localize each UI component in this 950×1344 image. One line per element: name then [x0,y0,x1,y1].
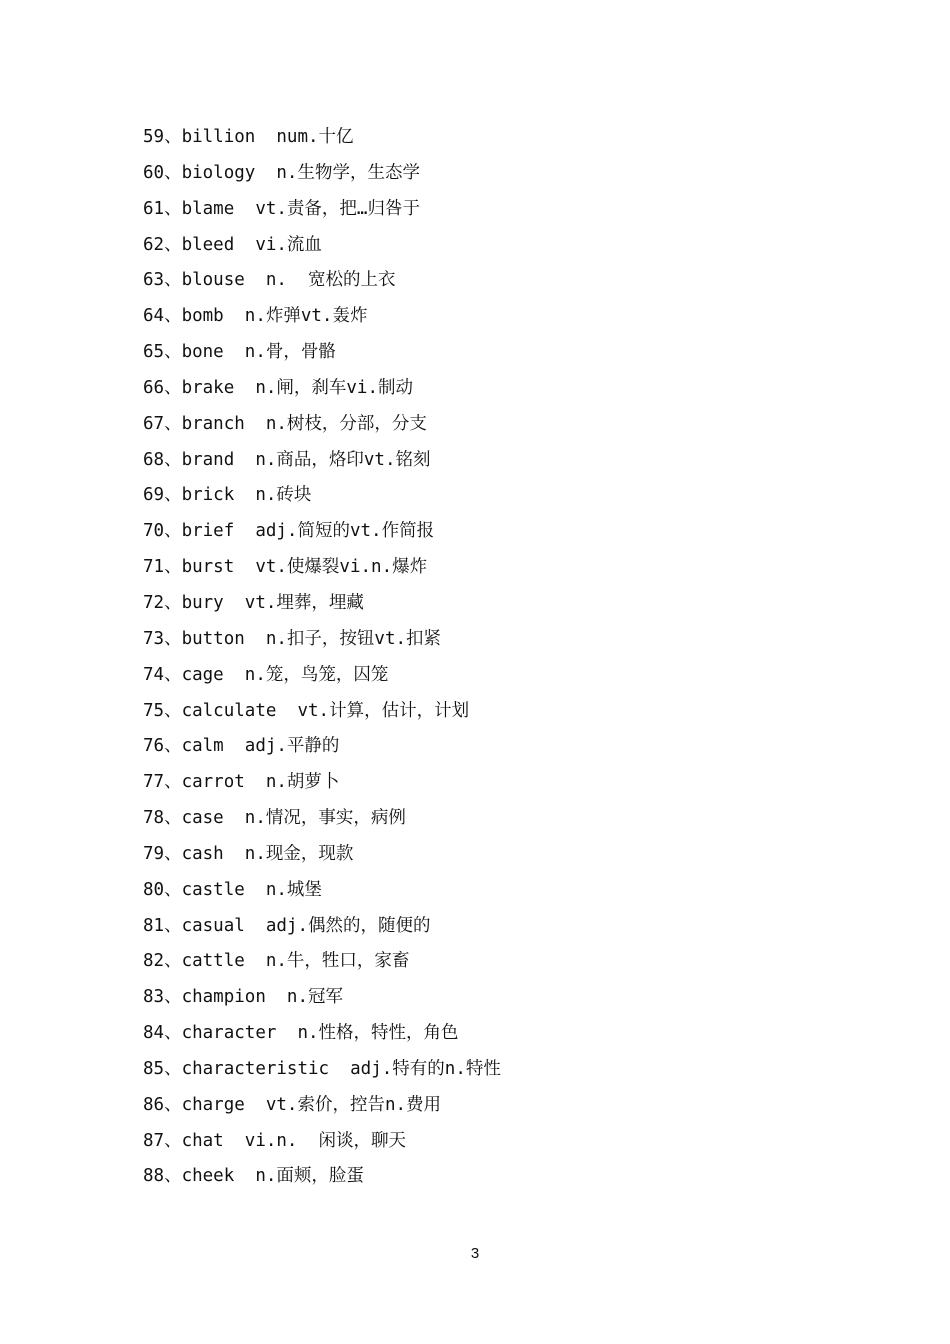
vocab-entry: 78、case n.情况，事实，病例 [143,808,406,829]
vocab-entry: 86、charge vt.索价，控告n.费用 [143,1094,442,1115]
vocab-entry: 80、castle n.城堡 [143,879,322,900]
vocab-entry: 67、branch n.树枝，分部，分支 [143,413,427,434]
vocab-entry: 63、blouse n. 宽松的上衣 [143,270,396,291]
vocab-entry: 61、blame vt.责备，把…归咎于 [143,198,420,219]
vocab-entry: 84、character n.性格，特性，角色 [143,1023,459,1044]
vocab-entry: 60、biology n.生物学，生态学 [143,162,420,183]
vocab-entry: 64、bomb n.炸弹vt.轰炸 [143,306,368,327]
vocab-entry: 70、brief adj.简短的vt.作简报 [143,521,435,542]
vocab-entry: 83、champion n.冠军 [143,987,344,1008]
vocab-entry: 68、brand n.商品，烙印vt.铭刻 [143,449,431,470]
vocab-entry: 75、calculate vt.计算，估计，计划 [143,700,470,721]
vocab-entry: 62、bleed vi.流血 [143,234,322,255]
vocab-entry: 74、cage n.笼，鸟笼，囚笼 [143,664,389,685]
vocab-entry: 59、billion num.十亿 [143,127,354,147]
vocab-entry: 66、brake n.闸，刹车vi.制动 [143,377,414,398]
vocab-entry: 81、casual adj.偶然的，随便的 [143,915,431,936]
vocab-entry: 72、bury vt.埋葬，埋藏 [143,592,364,613]
vocab-entry: 87、chat vi.n. 闲谈，聊天 [143,1130,407,1151]
page-number: 3 [470,1245,480,1262]
vocab-entry: 79、cash n.现金，现款 [143,843,354,864]
vocab-entry: 73、button n.扣子，按钮vt.扣紧 [143,628,442,649]
vocab-entry: 88、cheek n.面颊，脸蛋 [143,1166,364,1187]
vocab-entry: 65、bone n.骨，骨骼 [143,342,336,363]
vocab-entry: 76、calm adj.平静的 [143,736,340,757]
vocab-entry: 82、cattle n.牛，牲口，家畜 [143,951,410,972]
vocab-entry: 77、carrot n.胡萝卜 [143,772,340,793]
vocab-entry: 69、brick n.砖块 [143,485,312,506]
vocab-entry: 85、characteristic adj.特有的n.特性 [143,1058,501,1079]
vocab-entry: 71、burst vt.使爆裂vi.n.爆炸 [143,557,428,578]
vocabulary-list [143,120,843,1195]
